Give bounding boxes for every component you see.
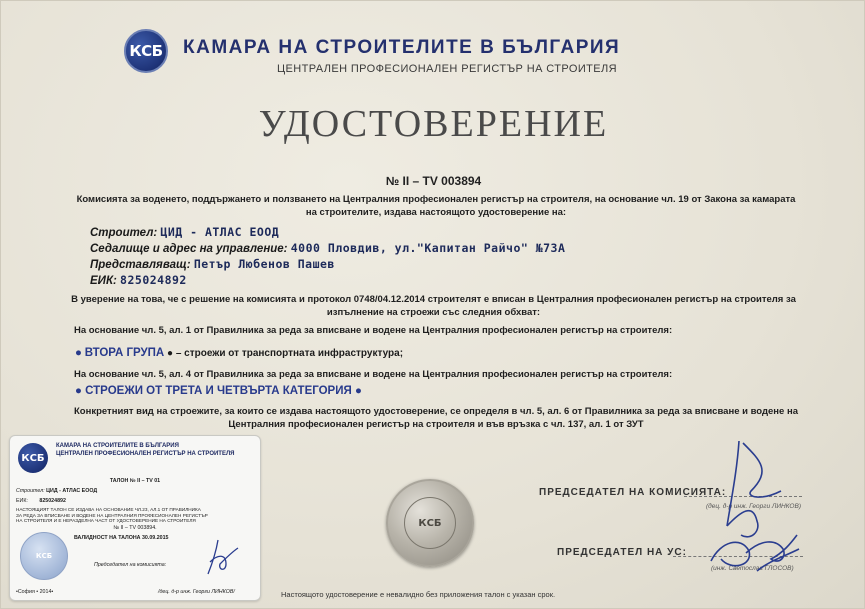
card-chamber-logo (18, 443, 48, 473)
address-value: 4000 Пловдив, ул."Капитан Райчо" №73А (290, 241, 566, 255)
card-builder-label: Строител: (16, 488, 45, 494)
board-chair-name: (инж. Светослав ГЛОСОВ) (711, 565, 794, 572)
organization-name: КАМАРА НА СТРОИТЕЛИТЕ В БЪЛГАРИЯ (183, 37, 621, 58)
card-logo-text: КСБ (21, 452, 45, 464)
group-bullet: ● (75, 347, 82, 359)
card-validity: ВАЛИДНОСТ НА ТАЛОНА 30.09.2015 (74, 535, 169, 541)
card-eik-row (16, 498, 66, 505)
seal-text: КСБ (418, 517, 442, 529)
group-row (75, 347, 403, 359)
card-certificate-ref: № II – TV 003894. (113, 525, 157, 531)
document-title: УДОСТОВЕРЕНИЕ (258, 103, 609, 145)
card-org-line-2: ЦЕНТРАЛЕН ПРОФЕСИОНАЛЕН РЕГИСТЪР НА СТРОИТЕЛЯ (56, 450, 235, 457)
basis-paragraph-2: На основание чл. 5, ал. 4 от Правилника за реда за вписване и водене на Централния професионален регистър на строителя: (74, 369, 673, 380)
builder-row (90, 225, 279, 239)
group-description: ● – строежи от транспортната инфраструктура; (167, 348, 404, 359)
builder-value: ЦИД - АТЛАС ЕООД (160, 225, 280, 239)
attached-talon-card (9, 435, 261, 601)
intro-paragraph: Комисията за воденето, поддържането и ползването на Централния професионален регистър на строителя, на основание чл. 19 от Закона за камарата на строителите, издава настоящото удостоверение на: (76, 194, 796, 218)
eik-value: 825024892 (120, 273, 187, 287)
group-name: ВТОРА ГРУПА (84, 347, 165, 359)
card-body (16, 507, 208, 524)
card-signature (198, 536, 242, 580)
card-seal (20, 532, 68, 580)
footer-note: Настоящото удостоверение е невалидно без приложения талон с указан срок. (281, 590, 556, 599)
specific-paragraph: Конкретният вид на строежите, за които се издава настоящото удостоверение, се определя в чл. 5, ал. 6 от Правилника за реда за вписване и водене на Централния професионален регистър на строителя и във връзка с чл. 137, ал. 1 от ЗУТ (74, 406, 798, 430)
certificate-number: № II – TV 003894 (385, 174, 482, 188)
representative-label: Представляващ: (90, 259, 191, 271)
card-signer-label: Председател на комисията: (94, 562, 167, 568)
logo-text: КСБ (129, 42, 163, 60)
card-body-line-3: НА СТРОИТЕЛЯ И Е НЕРАЗДЕЛНА ЧАСТ ОТ УДОСТОВЕРЕНИЕ НА СТРОИТЕЛЯ (16, 518, 196, 523)
eik-row (90, 273, 187, 287)
basis-paragraph-1: На основание чл. 5, ал. 1 от Правилника за реда за вписване и водене на Централния професионален регистър на строителя: (74, 325, 673, 336)
category-row: ● СТРОЕЖИ ОТ ТРЕТА И ЧЕТВЪРТА КАТЕГОРИЯ ● (75, 385, 362, 397)
card-organization (56, 443, 256, 458)
organization-subtitle: ЦЕНТРАЛЕН ПРОФЕСИОНАЛЕН РЕГИСТЪР НА СТРОИТЕЛЯ (277, 63, 617, 75)
seal-inner-ring (404, 497, 456, 549)
representative-row (90, 257, 335, 271)
card-seal-text: КСБ (35, 552, 53, 560)
embossed-seal (386, 479, 474, 567)
card-city-year: •София • 2014• (16, 589, 54, 595)
address-row (90, 241, 565, 255)
card-builder-value: ЦИД - АТЛАС ЕООД (46, 488, 98, 494)
chamber-logo (124, 29, 168, 73)
builder-label: Строител: (90, 227, 158, 239)
card-body-line-1: НАСТОЯЩИЯТ ТАЛОН СЕ ИЗДАВА НА ОСНОВАНИЕ ЧЛ.23, АЛ.1 ОТ ПРАВИЛНИКА (16, 507, 201, 512)
card-eik-value: 825024892 (39, 498, 66, 504)
representative-value: Петър Любенов Пашев (193, 257, 335, 271)
decision-paragraph: В уверение на това, че с решение на комисията и протокол 0748/04.12.2014 строителят е вписан в Централния професионален регистър на строителя за изпълнение на строежи със следния обхват: (71, 294, 796, 318)
eik-label: ЕИК: (90, 275, 117, 287)
commission-chair-label: ПРЕДСЕДАТЕЛ НА КОМИСИЯТА: (539, 487, 727, 498)
card-builder-row (16, 488, 97, 495)
card-org-line-1: КАМАРА НА СТРОИТЕЛИТЕ В БЪЛГАРИЯ (56, 443, 179, 449)
card-signer-name: /дец. д-р инж. Георги ЛИНКОВ/ (158, 589, 235, 595)
card-eik-label: ЕИК: (16, 498, 28, 504)
board-chair-label: ПРЕДСЕДАТЕЛ НА УС: (557, 547, 687, 558)
card-talon-number: ТАЛОН № II – TV 01 (109, 478, 161, 484)
address-label: Седалище и адрес на управление: (90, 243, 288, 255)
commission-chair-name: (дец. д-р инж. Георги ЛИНКОВ) (706, 503, 801, 510)
card-body-line-2: ЗА РЕДА ЗА ВПИСВАНЕ И ВОДЕНЕ НА ЦЕНТРАЛНИЯ ПРОФЕСИОНАЛЕН РЕГИСТЪР (16, 512, 208, 518)
handwritten-signatures (691, 431, 811, 591)
